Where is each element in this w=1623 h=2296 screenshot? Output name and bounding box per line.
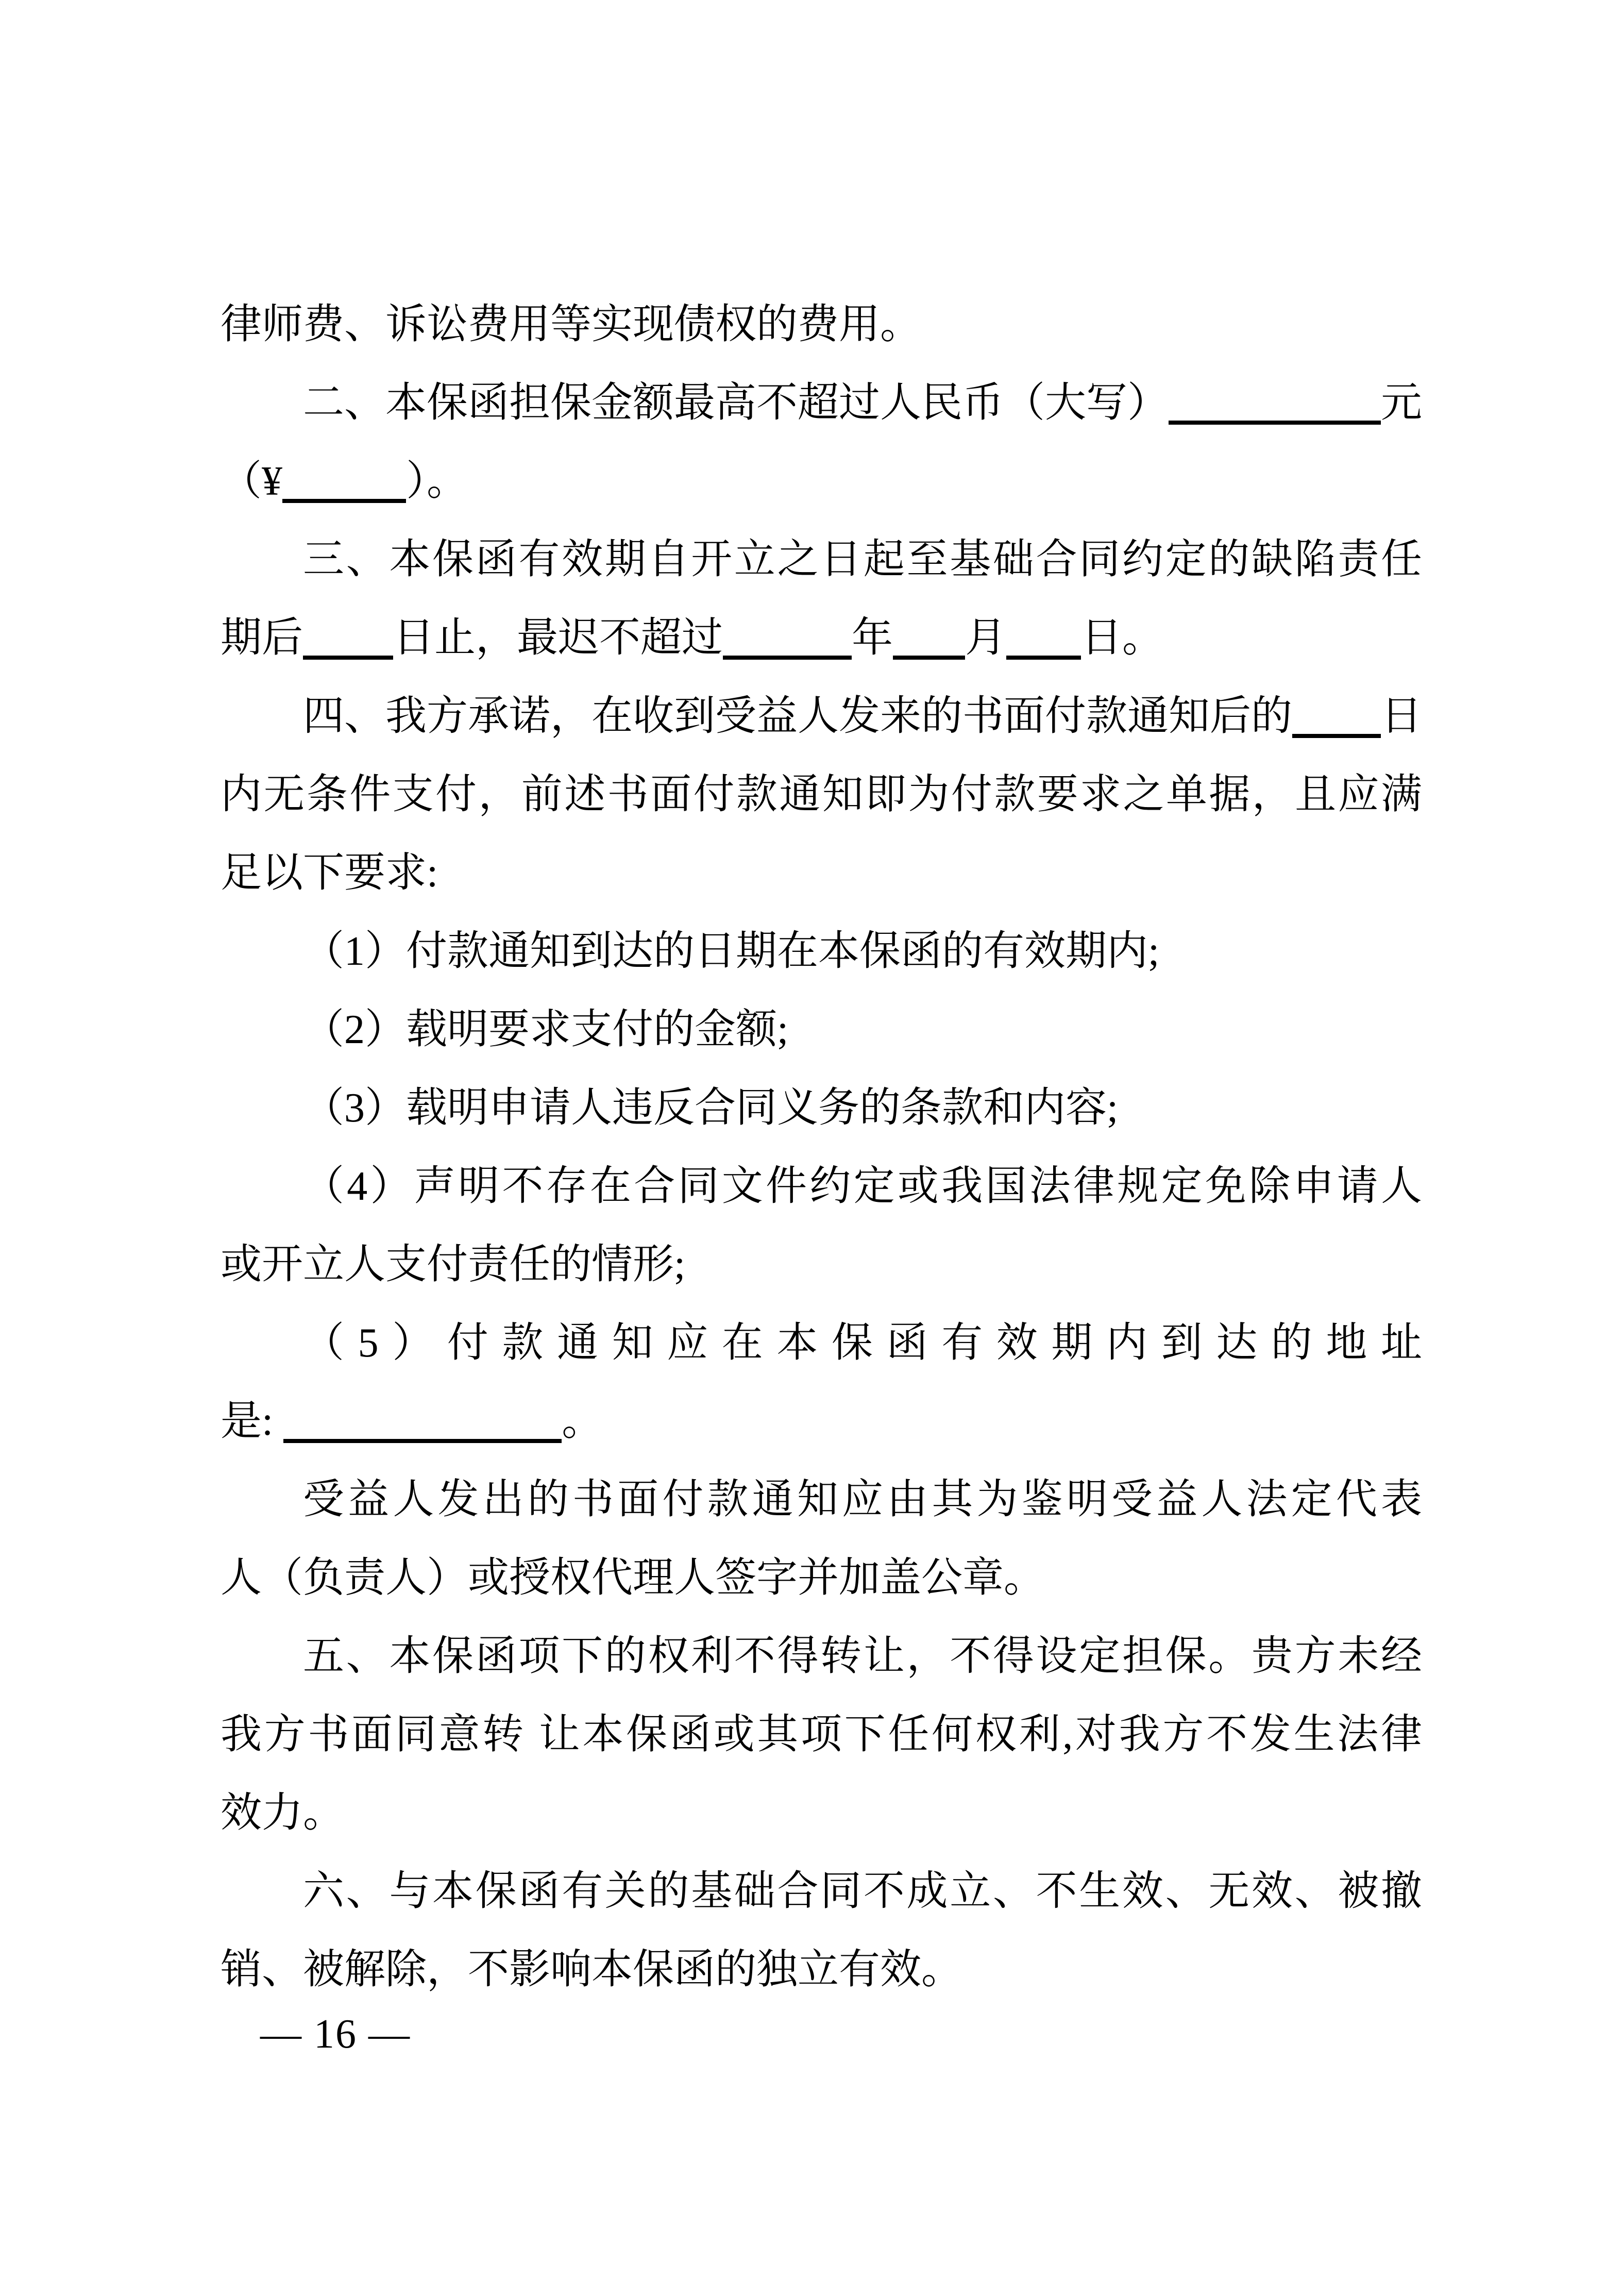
text-segment: 我方书面同意转 让本保函或其项下任何权利,对我方不发生法律 <box>221 1712 1422 1757</box>
text-segment: 期后 <box>221 615 303 661</box>
line-beneficiary-notice-cont <box>221 1539 1422 1617</box>
text-segment: 年 <box>852 615 893 661</box>
text-segment: （3）载明申请人违反合同义务的条款和内容; <box>303 1085 1119 1131</box>
line-beneficiary-notice <box>221 1461 1422 1539</box>
text-segment: 。 <box>562 1399 603 1444</box>
blank-latest-year <box>723 627 852 660</box>
text-segment: 内无条件支付，前述书面付款通知即为付款要求之单据，且应满 <box>221 772 1422 817</box>
line-item3 <box>221 1069 1422 1147</box>
line-item2 <box>221 991 1422 1069</box>
text-segment: 足以下要求: <box>221 850 438 896</box>
line-clause5-end <box>221 1774 1422 1852</box>
line-item5-address <box>221 1382 1422 1461</box>
blank-notice-address <box>283 1410 562 1443</box>
text-segment: （4）声明不存在合同文件约定或我国法律规定免除申请人 <box>303 1164 1422 1209</box>
text-segment: 日。 <box>1081 615 1163 661</box>
blank-defect-period-days <box>303 627 393 660</box>
text-segment: 或开立人支付责任的情形; <box>221 1242 686 1287</box>
text-segment: 元 <box>1381 380 1422 426</box>
text-segment: 四、我方承诺，在收到受益人发来的书面付款通知后的 <box>303 694 1292 739</box>
text-segment: ）。 <box>406 459 468 504</box>
line-amount-figures <box>221 442 1422 521</box>
text-segment: 人（负责人）或授权代理人签字并加盖公章。 <box>221 1555 1045 1601</box>
line-item5 <box>221 1304 1422 1382</box>
line-clause4-requirements <box>221 834 1422 912</box>
line-item1 <box>221 912 1422 991</box>
text-segment: 三、本保函有效期自开立之日起至基础合同约定的缺陷责任 <box>303 537 1422 582</box>
line-lawyer-fees <box>221 286 1422 364</box>
text-segment: （¥ <box>221 459 282 504</box>
text-segment: 律师费、诉讼费用等实现债权的费用。 <box>221 302 921 347</box>
line-clause6-independence <box>221 1852 1422 1931</box>
text-segment: 日 <box>1381 694 1422 739</box>
text-segment: 效力。 <box>221 1790 344 1836</box>
line-clause4-unconditional <box>221 756 1422 834</box>
blank-payment-days <box>1292 705 1381 738</box>
line-clause3-validity <box>221 521 1422 599</box>
page-number: — 16 — <box>260 2012 411 2057</box>
text-segment: 五、本保函项下的权利不得转让，不得设定担保。贵方未经 <box>303 1634 1422 1679</box>
text-segment: 二、本保函担保金额最高不超过人民币（大写） <box>303 380 1169 426</box>
document-body <box>221 286 1422 2009</box>
blank-amount-in-figures <box>282 470 406 503</box>
text-segment: （5）付款通知应在本保函有效期内到达的地址 <box>303 1320 1422 1366</box>
blank-latest-month <box>893 627 965 660</box>
blank-latest-day <box>1006 627 1081 660</box>
line-clause2-amount <box>221 364 1422 442</box>
line-clause3-deadline <box>221 599 1422 677</box>
blank-amount-in-words <box>1169 392 1381 425</box>
text-segment: 日止，最迟不超过 <box>393 615 723 661</box>
line-clause5-transfer <box>221 1617 1422 1696</box>
line-clause5-cont <box>221 1696 1422 1774</box>
text-segment: 受益人发出的书面付款通知应由其为鉴明受益人法定代表 <box>303 1477 1422 1522</box>
text-segment: 是: <box>221 1399 284 1444</box>
text-segment: （2）载明要求支付的金额; <box>303 1007 789 1052</box>
line-item4-cont <box>221 1226 1422 1304</box>
text-segment: （1）付款通知到达的日期在本保函的有效期内; <box>303 929 1160 974</box>
line-item4 <box>221 1147 1422 1226</box>
text-segment: 六、与本保函有关的基础合同不成立、不生效、无效、被撤 <box>303 1869 1422 1914</box>
line-clause4-promise <box>221 677 1422 756</box>
text-segment: 销、被解除，不影响本保函的独立有效。 <box>221 1947 962 1992</box>
text-segment: 月 <box>965 615 1006 661</box>
